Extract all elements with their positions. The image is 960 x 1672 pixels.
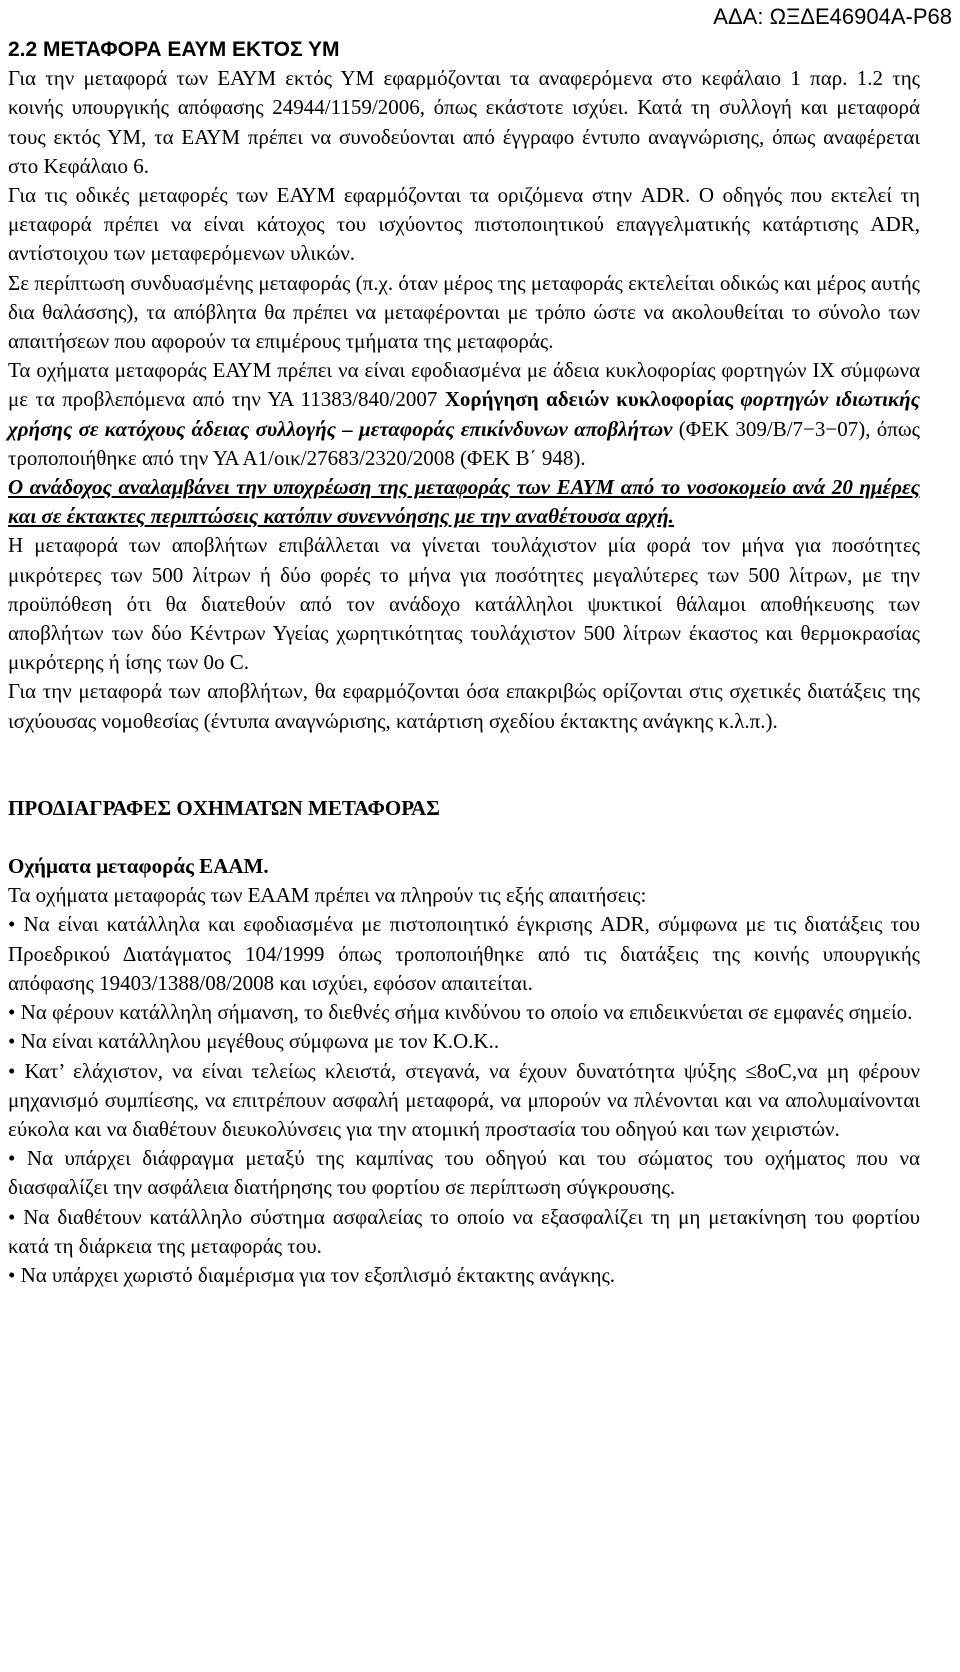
paragraph-transport-rules: Για την μεταφορά των ΕΑΥΜ εκτός ΥΜ εφαρμόζονται τα αναφερόμενα στο κεφάλαιο 1 παρ. 1.2 της κοινής υπουργικής απόφασης 24944/1159/2006, όπως εκάστοτε ισχύει. Κατά τη συλλογή και μεταφορά τους εκτός ΥΜ, τα ΕΑΥΜ πρέπει να συνοδεύονται από έγγραφο έντυπο αναγνώρισης, όπως αναφέρεται στο Κεφάλαιο 6. [8,66,920,178]
paragraph-vehicle-license [8,356,920,473]
paragraph-combined-transport: Σε περίπτωση συνδυασμένης μεταφοράς (π.χ. όταν μέρος της μεταφοράς εκτελείται οδικώς και μέρος αυτής δια θαλάσσης), τα απόβλητα θα πρέπει να μεταφέρονται με τρόπο ώστε να ακολουθείται το σύνολο των απαιτήσεων που αφορούν τα επιμέρους τμήματα της μεταφοράς. [8,270,920,354]
spacer [8,736,920,794]
vehicle-license-title-bold: Χορήγηση αδειών κυκλοφορίας [444,387,741,412]
vehicle-license-gazette: (ΦΕΚ 309/Β/7−3−07), όπως τροποποιήθηκε από την ΥΑ Α1/οικ/27683/2320/2008 (ΦΕΚ Β΄ 948). [8,416,920,470]
vehicle-license-title-bold-italic: φορτηγών ιδιωτικής χρήσης σε κατόχους άδειας συλλογής – μεταφοράς επικίνδυνων αποβλήτων [8,387,920,441]
section-heading-transport: 2.2 ΜΕΤΑΦΟΡΑ ΕΑΥΜ ΕΚΤΟΣ ΥΜ [8,38,340,61]
bullet-emergency-compartment: • Να υπάρχει χωριστό διαμέρισμα για τον εξοπλισμό έκτακτης ανάγκης. [8,1262,616,1287]
paragraph-contractor-obligation: Ο ανάδοχος αναλαμβάνει την υποχρέωση της μεταφοράς των ΕΑΥΜ από το νοσοκομείο ανά 20 ημέρες και σε έκτακτες περιπτώσεις κατόπιν συνεννόησης με την αναθέτουσα αρχή. [8,475,920,529]
paragraph-road-transport-adr: Για τις οδικές μεταφορές των ΕΑΥΜ εφαρμόζονται τα οριζόμενα στην ADR. Ο οδηγός που εκτελεί τη μεταφορά πρέπει να είναι κάτοχος του ισχύοντος πιστοποιητικού επαγγελματικής κατάρτισης ADR, αντίστοιχου των μεταφερόμενων υλικών. [8,183,920,266]
spacer [8,823,920,852]
bullet-vehicle-size: • Να είναι κατάλληλου μεγέθους σύμφωνα με τον Κ.Ο.Κ.. [8,1029,500,1054]
document-body [8,35,920,1290]
bullet-cabin-partition: • Να υπάρχει διάφραγμα μεταξύ της καμπίνας του οδηγού και του σώματος του οχήματος που να διασφαλίζει την ασφάλεια διατήρησης του φορτίου σε περίπτωση σύγκρουσης. [8,1146,920,1200]
paragraph-requirements-intro: Τα οχήματα μεταφοράς των ΕΑΑΜ πρέπει να πληρούν τις εξής απαιτήσεις: [8,883,647,908]
paragraph-transport-frequency: Η μεταφορά των αποβλήτων επιβάλλεται να γίνεται τουλάχιστον μία φορά τον μήνα για ποσότητες μικρότερες των 500 λίτρων ή δύο φορές το μήνα για ποσότητες μεγαλύτερες των 500 λίτρων, με την προϋπόθεση ότι θα διατεθούν από τον ανάδοχο κατάλληλοι ψυκτικοί θάλαμοι αποθήκευσης των αποβλήτων των δύο Κέντρων Υγείας χωρητικότητας τουλάχιστον 500 λίτρων έκαστος και θερμοκρασίας μικρότερης ή ίσης των 0ο C. [8,533,920,675]
bullet-hazard-sign: • Να φέρουν κατάλληλη σήμανση, το διεθνές σήμα κινδύνου το οποίο να επιδεικνύεται σε εμφανές σημείο. [8,1000,913,1025]
paragraph-legislation: Για την μεταφορά των αποβλήτων, θα εφαρμόζονται όσα επακριβώς ορίζονται στις σχετικές διατάξεις της ισχύουσας νομοθεσίας (έντυπα αναγνώρισης, κατάρτιση σχεδίου έκτακτης ανάγκης κ.λ.π.). [8,679,920,733]
ada-code: ΑΔΑ: ΩΞΔΕ46904Α-Ρ68 [713,4,952,29]
subheading-vehicles: Οχήματα μεταφοράς ΕΑΑΜ. [8,854,269,879]
section-heading-vehicle-specs: ΠΡΟΔΙΑΓΡΑΦΕΣ ΟΧΗΜΑΤΩΝ ΜΕΤΑΦΟΡΑΣ [8,795,440,820]
bullet-load-security: • Να διαθέτουν κατάλληλο σύστημα ασφαλείας το οποίο να εξασφαλίζει τη μη μετακίνηση του φορτίου κατά τη διάρκεια της μεταφοράς του. [8,1204,920,1258]
vehicle-license-text: Τα οχήματα μεταφοράς ΕΑΥΜ πρέπει να είναι εφοδιασμένα με άδεια κυκλοφορίας φορτηγών ΙΧ σύμφωνα με τα προβλεπόμενα από την ΥΑ 11383/840/2007 [8,358,920,412]
bullet-adr-certificate: • Να είναι κατάλληλα και εφοδιασμένα με πιστοποιητικό έγκρισης ADR, σύμφωνα με τις διατάξεις του Προεδρικού Διατάγματος 104/1999 όπως τροποποιήθηκε από τις διατάξεις της κοινής υπουργικής απόφασης 19403/1388/08/2008 και ισχύει, εφόσον απαιτείται. [8,912,920,995]
bullet-closed-refrigerated: • Κατ’ ελάχιστον, να είναι τελείως κλειστά, στεγανά, να έχουν δυνατότητα ψύξης ≤8oC,να μη φέρουν μηχανισμό συμπίεσης, να επιτρέπουν ασφαλή μεταφορά, να μπορούν να πλένονται και να απολυμαίνονται εύκολα και να διαθέτουν διευκολύνσεις για την ατομική προστασία του οδηγού και των χειριστών. [8,1058,920,1141]
